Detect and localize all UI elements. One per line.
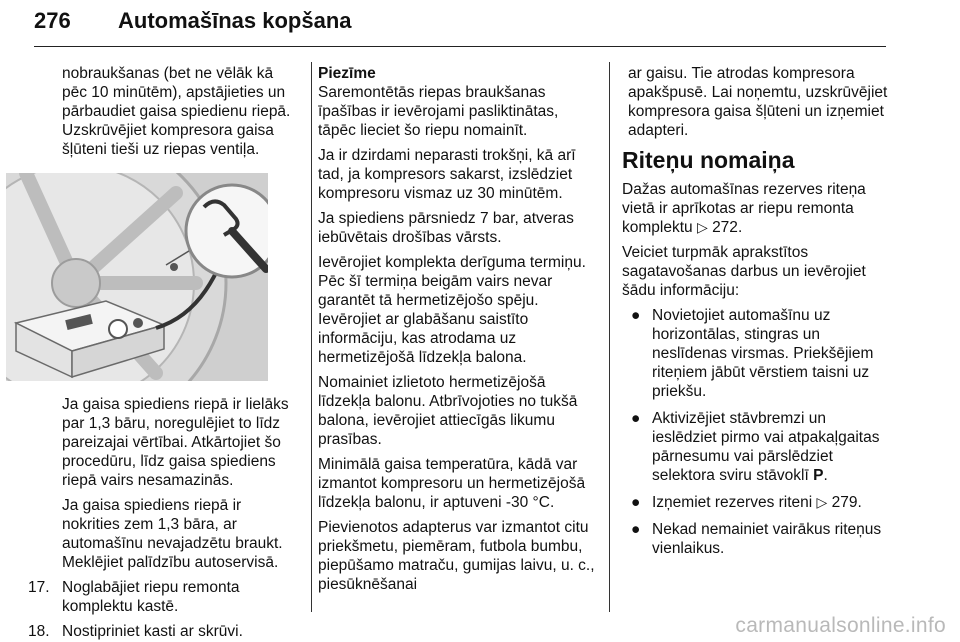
pressure-high-paragraph: Ja gaisa spiediens riepā ir lielāks par 1,3 bāru, noregulējiet to līdz pareizajai vērtībai. Atkārtojiet šo procedūru, līdz gaisa spiediens riepā vairs nesamazinās.: [62, 396, 289, 489]
bullet-text: Nekad nemainiet vairākus riteņus vienlaikus.: [652, 521, 882, 557]
page-reference-arrow-icon: ▷: [696, 219, 708, 235]
bullet-item: ● Aktivizējiet stāvbremzi un ieslēdziet pirmo vai atpakaļgaitas pārnesumu vai pārslēdziet selektora sviru stāvoklī P.: [631, 410, 880, 484]
note-body: Saremontētās riepas braukšanas īpašības ir ievērojami pasliktinātas, tāpēc lieciet šo riepu nomainīt.: [318, 84, 559, 139]
paragraph-preparation: Veiciet turpmāk aprakstītos sagatavošanas darbus un ievērojiet šādu informāciju:: [622, 244, 866, 299]
paragraph-adapters: Pievienotos adapterus var izmantot citu priekšmetu, piemēram, futbola bumbu, piepūšamo matraču, gumijas laivu, u. c., piesūknēšanai: [318, 519, 595, 593]
bullet-dot-icon: ●: [631, 521, 641, 538]
list-item-17: [28, 578, 302, 616]
paragraph-replace: Nomainiet izlietoto hermetizējošā līdzekļa balonu. Atbrīvojoties no tukšā balona, ievērojiet attiecīgās likumu prasības.: [318, 374, 578, 448]
continuation-paragraph: ar gaisu. Tie atrodas kompresora apakšpusē. Lai noņemtu, uzskrūvējiet kompresora gaisa šļūteni un izņemiet adapteri.: [628, 65, 888, 139]
note-heading: Piezīme: [318, 65, 376, 82]
column-divider-left: [311, 62, 312, 612]
bullet-item: ● Izņemiet rezerves riteni ▷ 279.: [631, 494, 862, 511]
bullet-item: [622, 520, 892, 558]
list-item-text: Noglabājiet riepu remonta komplektu kastē.: [62, 579, 240, 615]
bullet-dot-icon: ●: [631, 307, 641, 324]
header-rule: [34, 46, 886, 47]
column-divider-right: [609, 62, 610, 612]
tire-repair-kit-illustration: [6, 173, 268, 381]
paragraph-expiry: Ievērojiet komplekta derīguma termiņu. Pēc šī termiņa beigām vairs nevar garantēt tā hermetizējošo spēju. Ievērojiet ar glabāšanu saistīto informāciju, kas atrodama uz hermetizējošā līdzekļa balona.: [318, 254, 586, 366]
bullet-item: [622, 306, 892, 401]
column-1: [28, 64, 302, 642]
gear-position-p: P: [813, 467, 824, 484]
watermark: carmanualsonline.info: [735, 614, 946, 637]
page-reference-arrow-icon: ▷: [816, 494, 828, 510]
column-3: [622, 64, 892, 566]
page-reference-link[interactable]: 272: [712, 219, 738, 236]
column-2: [318, 64, 600, 600]
bullet-dot-icon: ●: [631, 494, 641, 511]
list-number: 17.: [28, 579, 50, 596]
bullet-dot-icon: ●: [631, 410, 641, 427]
page-number: 276: [34, 8, 71, 33]
page-header: [34, 8, 886, 48]
paragraph-valve: Ja spiediens pārsniedz 7 bar, atveras iebūvētais drošības vārsts.: [318, 210, 574, 246]
paragraph-temperature: Minimālā gaisa temperatūra, kādā var izmantot kompresoru un hermetizējošā līdzekļa balonu, ir aptuveni -30 °C.: [318, 456, 586, 511]
pressure-low-paragraph: Ja gaisa spiediens riepā ir nokrities zem 1,3 bāra, ar automašīnu nevajadzētu braukt. Meklējiet palīdzību autoservisā.: [62, 497, 283, 571]
list-item-text: Nostipriniet kasti ar skrūvi.: [62, 623, 243, 640]
intro-paragraph: nobraukšanas (bet ne vēlāk kā pēc 10 minūtēm), apstājieties un pārbaudiet gaisa spiedienu riepā. Uzskrūvējiet kompresora gaisa šļūteni tieši uz riepas ventiļa.: [62, 65, 291, 158]
bullet-text: Aktivizējiet stāvbremzi un ieslēdziet pirmo vai atpakaļgaitas pārnesumu vai pārslēdziet selektora sviru stāvoklī: [652, 410, 880, 484]
page-reference-link[interactable]: 279: [831, 494, 858, 511]
bullet-text: Novietojiet automašīnu uz horizontālas, stingras un neslīdenas virsmas. Priekšējiem riteņiem jābūt vērstiem taisni uz priekšu.: [652, 307, 874, 400]
list-item-18: [28, 622, 302, 641]
bullet-text: Izņemiet rezerves riteni: [652, 494, 813, 511]
heading-wheel-change: Riteņu nomaiņa: [622, 147, 795, 173]
paragraph-noise: Ja ir dzirdami neparasti trokšņi, kā arī tad, ja kompresors sakarst, izslēdziet kompresoru vismaz uz 30 minūtēm.: [318, 147, 576, 202]
list-number: 18.: [28, 623, 50, 640]
section-title: Automašīnas kopšana: [118, 8, 352, 33]
paragraph-spare-kit: Dažas automašīnas rezerves riteņa vietā ir aprīkotas ar riepu remonta komplektu ▷ 272.: [622, 181, 866, 236]
